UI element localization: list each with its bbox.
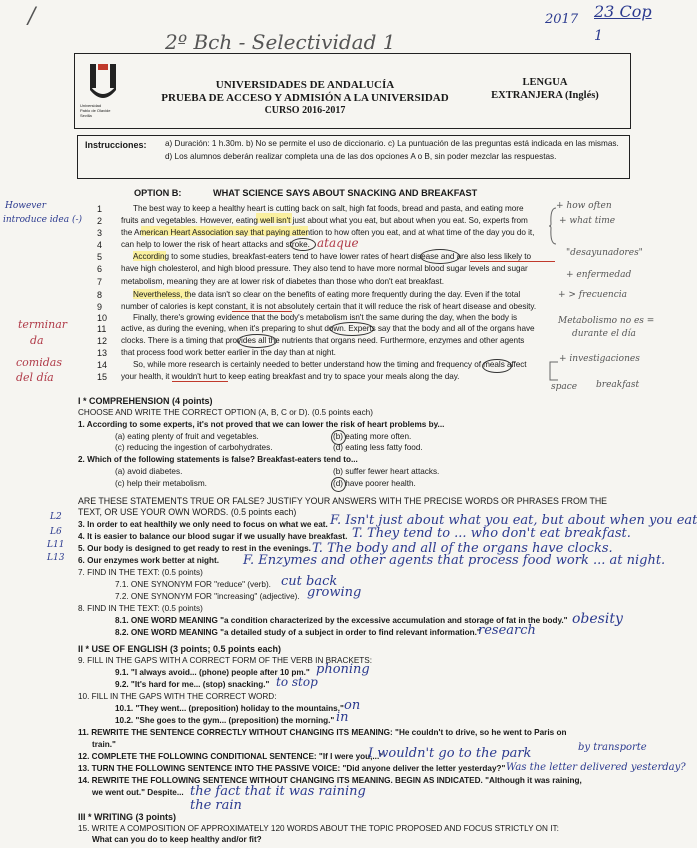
question-15-cont: What can you do to keep healthy and/or fit? [92, 835, 262, 844]
brace-icon [548, 206, 558, 246]
header-subject-line2: EXTRANJERA (Inglés) [491, 90, 599, 101]
english-heading: II * USE OF ENGLISH (3 points; 0.5 points each) [78, 644, 282, 654]
answer-10-2: in [336, 710, 349, 725]
question-10-1: 10.1. "They went... (preposition) holiday to the mountains." [115, 704, 344, 713]
option-1d: (d) eating less fatty food. [333, 443, 423, 452]
question-14: 14. REWRITE THE FOLLOWING SENTENCE WITHOUT CHANGING ITS MEANING. BEGIN AS INDICATED. "Although it was raining, [78, 776, 582, 785]
text-line: Nevertheless, the data isn't so clear on the benefits of eating more frequently during the day. Even if the total [133, 290, 521, 299]
question-5: 5. Our body is designed to get ready to rest in the evenings. [78, 544, 311, 553]
question-11-cont: train." [92, 740, 116, 749]
slash-mark: / [28, 4, 36, 29]
instructions-label: Instrucciones: [85, 140, 147, 150]
question-4: 4. It is easier to balance our blood sugar if we usually have breakfast. [78, 532, 348, 541]
line-number: 7 [97, 277, 103, 287]
underline-not-absolutely [232, 311, 292, 312]
note-metabolismo-1: Metabolismo no es = [558, 316, 655, 326]
question-6: 6. Our enzymes work better at night. [78, 556, 220, 565]
text-line: Finally, there's growing evidence that the body's metabolism isn't the same during the day, when the body is [133, 313, 518, 322]
option-1a: (a) eating plenty of fruit and vegetables. [115, 432, 259, 441]
text-line: number of calories is kept constant, it is not absolutely certain that it will reduce the risk of heart disease and obesity. [121, 302, 537, 311]
note-da: da [30, 334, 44, 347]
question-12: 12. COMPLETE THE FOLLOWING CONDITIONAL SENTENCE: "If I were you,..." [78, 752, 384, 761]
answer-12: I wouldn't go to the park [368, 746, 532, 761]
answer-13: Was the letter delivered yesterday? [506, 762, 686, 773]
ref-l6: L6 [50, 527, 62, 537]
line-number: 4 [97, 240, 103, 250]
question-9-1: 9.1. "I always avoid... (phone) people after 10 pm." [115, 668, 310, 677]
text-line: fruits and vegetables. However, eating well isn't just about what you eat, but about when you eat. So, experts from [121, 216, 528, 225]
comprehension-heading: I * COMPREHENSION (4 points) [78, 396, 213, 406]
text-line: have high cholesterol, and high blood pressure. They also tend to have more normal blood sugar levels and sugar [121, 264, 528, 273]
note-del-dia: del día [16, 371, 54, 384]
note-frecuencia: + > frecuencia [558, 290, 628, 300]
note-investigaciones: + investigaciones [559, 354, 640, 364]
header-uni-line2: PRUEBA DE ACCESO Y ADMISIÓN A LA UNIVERSIDAD [161, 92, 449, 104]
question-3: 3. In order to eat healthily we only need to focus on what we eat. [78, 520, 328, 529]
tf-instruction-1: ARE THESE STATEMENTS TRUE OR FALSE? JUSTIFY YOUR ANSWERS WITH THE PRECISE WORDS OR PHRASES FROM THE [78, 496, 608, 506]
option-1b: (b) eating more often. [333, 432, 412, 441]
answer-14-line1: the fact that it was raining [190, 784, 366, 799]
note-ataque: ataque [317, 236, 359, 250]
question-1: 1. According to some experts, it's not proved that we can lower the risk of heart problems by... [78, 420, 445, 429]
instructions-text: a) Duración: 1 h.30m. b) No se permite el uso de diccionario. c) La puntuación de las preguntas está indicada en las mismas. d) Los alumnos deberán realizar completa una de las dos opciones A o B, sin poder mezclar las respuestas. [165, 139, 619, 161]
note-comidas: comidas [16, 356, 62, 369]
question-15: 15. WRITE A COMPOSITION OF APPROXIMATELY 120 WORDS ABOUT THE TOPIC PROPOSED AND FOCUS STRICTLY ON IT: [78, 824, 559, 833]
text-line: active, as during the evening, when it's preparing to shut down. Experts say that the body and all of the organs have [121, 324, 535, 333]
line-number: 13 [97, 348, 108, 358]
text-line: clocks. There is a timing that provides all the nutrients that organs need. Furthermore, enzymes and other agents [121, 336, 525, 345]
answer-9-1: phoning [316, 662, 370, 677]
text-line: the American Heart Association say that paying attention to how often you eat, and at what time of the day you do it, [121, 228, 535, 237]
answer-14-line2: the rain [190, 798, 242, 813]
option-2a: (a) avoid diabetes. [115, 467, 183, 476]
question-9: 9. FILL IN THE GAPS WITH A CORRECT FORM OF THE VERB IN BRACKETS: [78, 656, 373, 665]
ref-l2: L2 [50, 512, 62, 522]
note-metabolismo-2: durante el día [572, 329, 636, 339]
line-number: 3 [97, 228, 103, 238]
text-line: that process food work better earlier in the day than at night. [121, 348, 336, 357]
question-7: 7. FIND IN THE TEXT: (0.5 points) [78, 568, 203, 577]
answer-7-2: growing [307, 585, 362, 600]
question-8-2: 8.2. ONE WORD MEANING "a detailed study of a subject in order to find relevant information." [115, 628, 481, 637]
line-number: 14 [97, 360, 108, 370]
question-8-1: 8.1. ONE WORD MEANING "a condition characterized by the excessive accumulation and storage of fat in the body." [115, 616, 568, 625]
question-11: 11. REWRITE THE SENTENCE CORRECTLY WITHOUT CHANGING ITS MEANING: "He couldn't to drive, so he went to Paris on [78, 728, 567, 737]
answer-circle [331, 477, 346, 492]
text-line: According to some studies, breakfast-eaters tend to have lower rates of heart disease and are also less likely to [133, 252, 532, 261]
tf-instruction-2: TEXT, OR USE YOUR OWN WORDS. (0.5 points each) [78, 507, 297, 517]
underline-wouldnt-hurt [172, 381, 228, 382]
header-subject-line1: LENGUA [522, 77, 568, 88]
note-desayunadores: "desayunadores" [566, 248, 643, 258]
answer-10-1: on [344, 698, 361, 713]
header-course: CURSO 2016-2017 [264, 105, 346, 116]
option-1c: (c) reducing the ingestion of carbohydrates. [115, 443, 273, 452]
answer-4: T. They tend to ... who don't eat breakfast. [352, 526, 631, 541]
line-number: 10 [97, 313, 108, 323]
line-number: 12 [97, 336, 108, 346]
header-uni-line1: UNIVERSIDADES DE ANDALUCÍA [215, 79, 395, 91]
question-14-cont: we went out." Despite... [92, 788, 184, 797]
answer-7-1: cut back [281, 574, 338, 589]
note-how-often: + how often [556, 201, 612, 211]
line-number: 2 [97, 216, 103, 226]
line-number: 8 [97, 290, 103, 300]
question-7-2: 7.2. ONE SYNONYM FOR "increasing" (adjective). [115, 592, 300, 601]
answer-8-2: research [478, 623, 536, 638]
handwritten-title: 2º Bch - Selectividad 1 [165, 30, 396, 54]
option-2b: (b) suffer fewer heart attacks. [333, 467, 440, 476]
question-7-1: 7.1. ONE SYNONYM FOR "reduce" (verb). [115, 580, 271, 589]
answer-6: F. Enzymes and other agents that process food work ... at night. [243, 553, 666, 568]
note-introduce-idea: introduce idea (-) [3, 215, 83, 225]
comprehension-instruction: CHOOSE AND WRITE THE CORRECT OPTION (A, B, C or D). (0.5 points each) [78, 408, 373, 417]
note-space: space [551, 382, 578, 392]
question-8: 8. FIND IN THE TEXT: (0.5 points) [78, 604, 203, 613]
line-number: 9 [97, 302, 103, 312]
text-line: metabolism, meaning they are at lower risk of diabetes than those who don't eat breakfast. [121, 277, 444, 286]
writing-heading: III * WRITING (3 points) [78, 812, 176, 822]
note-breakfast: breakfast [596, 380, 640, 390]
note-what-time: + what time [559, 216, 616, 226]
line-number: 15 [97, 372, 108, 382]
answer-9-2: to stop [276, 675, 318, 689]
answer-3: F. Isn't just about what you eat, but about when you eat [330, 513, 697, 528]
question-2: 2. Which of the following statements is false? Breakfast-eaters tend to... [78, 455, 358, 464]
question-13: 13. TURN THE FOLLOWING SENTENCE INTO THE PASSIVE VOICE: "Did anyone deliver the letter yesterday?" [78, 764, 506, 773]
text-line: So, while more research is certainly needed to better understand how the timing and frequency of meals affect [133, 360, 527, 369]
text-line: can help to lower the risk of heart attacks and stroke. [121, 240, 310, 249]
question-10-2: 10.2. "She goes to the gym... (preposition) the morning." [115, 716, 335, 725]
ref-l13: L13 [47, 553, 65, 563]
question-9-2: 9.2. "It's hard for me... (stop) snacking." [115, 680, 270, 689]
option-2d: (d) have poorer health. [333, 479, 416, 488]
logo-text: Universidad Pablo de Olavide Sevilla [80, 103, 111, 118]
line-number: 5 [97, 252, 103, 262]
note-enfermedad: + enfermedad [566, 270, 632, 280]
text-line: The best way to keep a healthy heart is cutting back on salt, high fat foods, bread and pasta, and eating more [133, 204, 524, 213]
option-2c: (c) help their metabolism. [115, 479, 207, 488]
answer-8-1: obesity [572, 611, 623, 627]
underline-less-likely [470, 261, 555, 262]
line-number: 6 [97, 264, 103, 274]
text-line: your health, it wouldn't hurt to keep eating breakfast and try to space your meals along the day. [121, 372, 460, 381]
option-label: OPTION B: [134, 188, 182, 198]
answer-11: by transporte [578, 742, 647, 753]
question-10: 10. FILL IN THE GAPS WITH THE CORRECT WORD: [78, 692, 277, 701]
line-number: 1 [97, 204, 103, 214]
bracket-icon [546, 360, 560, 382]
copy-number-note: 1 [594, 28, 603, 44]
note-terminar: terminar [18, 318, 68, 331]
line-number: 11 [97, 324, 107, 334]
ref-l11: L11 [47, 540, 65, 550]
option-title: WHAT SCIENCE SAYS ABOUT SNACKING AND BREAKFAST [213, 188, 478, 198]
year-note: 2017 [545, 12, 579, 27]
note-however: However [5, 201, 47, 211]
answer-5: T. The body and all of the organs have clocks. [312, 541, 613, 556]
university-logo-icon [86, 62, 120, 102]
copies-note: 23 Cop [594, 2, 652, 21]
